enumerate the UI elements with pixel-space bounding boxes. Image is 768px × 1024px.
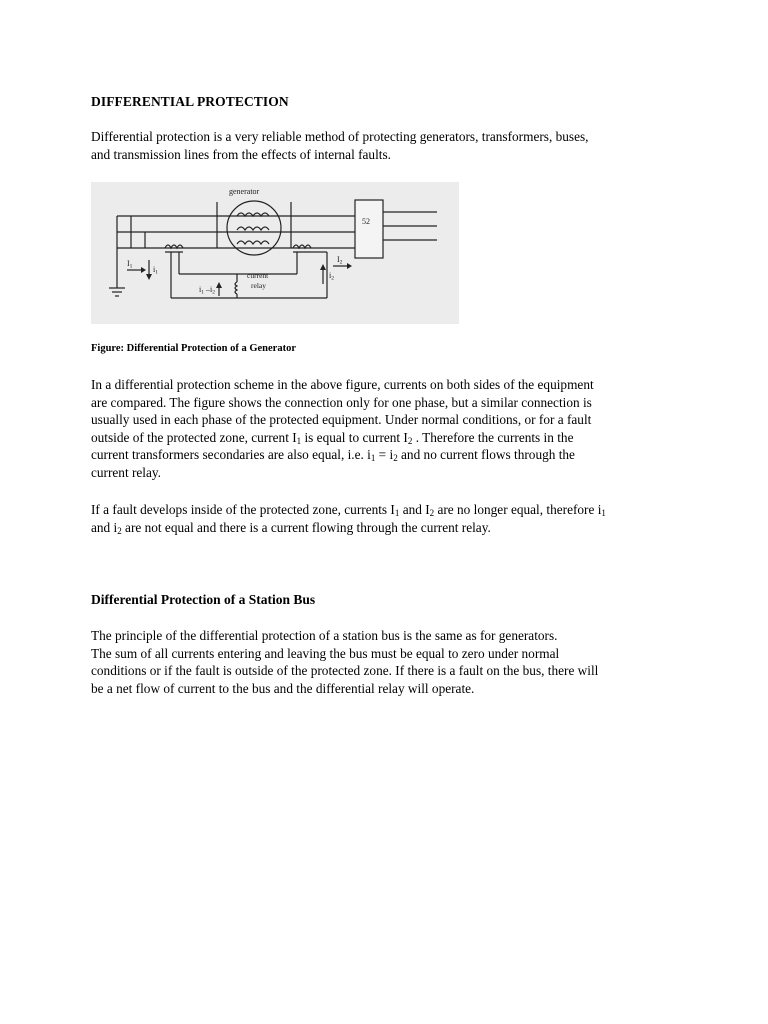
current-I1-label: I1 [127, 259, 133, 270]
scheme-line-4: outside of the protected zone, current $I_1$ is equal to current $I_2$ . Therefore the currents in the [91, 429, 574, 446]
scheme-line-2: are compared. The figure shows the connection only for one phase, but a similar connection is [91, 394, 592, 410]
generator-protection-figure [91, 182, 459, 324]
bus-line-3: conditions or if the fault is outside of the protected zone. If there is a fault on the bus, there will [91, 663, 599, 679]
bus-line-2: The sum of all currents entering and leaving the bus must be equal to zero under normal [91, 645, 560, 661]
scheme-line-6: current relay. [91, 464, 162, 480]
fault-line-2: and $i_2$ are not equal and there is a current flowing through the current relay. [91, 519, 491, 536]
bus-line-4: be a net flow of current to the bus and the differential relay will operate. [91, 680, 475, 696]
circuit-diagram [91, 182, 459, 324]
current-I2-label: I2 [337, 255, 343, 266]
section-heading: Differential Protection of a Station Bus [91, 592, 316, 607]
current-label: current [247, 271, 269, 280]
fault-paragraph [91, 501, 681, 536]
intro-line-1: Differential protection is a very reliable method of protecting generators, transformers, buses, [91, 129, 589, 144]
breaker-52-box [355, 200, 383, 258]
scheme-line-3: usually used in each phase of the protected equipment. Under normal conditions, or for a fault [91, 412, 592, 428]
scheme-paragraph [91, 376, 681, 482]
bus-line-1: The principle of the differential protection of a station bus is the same as for generators. [91, 628, 558, 643]
current-i1-label: i1 [153, 265, 158, 276]
fault-line-1: If a fault develops inside of the protected zone, currents $I_1$ and $I_2$ are no longer equal, therefore $i_1$ [91, 502, 606, 518]
page-title: DIFFERENTIAL PROTECTION [91, 94, 289, 109]
generator-label: generator [229, 187, 260, 196]
station-bus-paragraph [91, 627, 681, 697]
intro-line-2: and transmission lines from the effects of internal faults. [91, 146, 391, 162]
current-difference-label: i1 –i2 [199, 285, 215, 296]
intro-paragraph [91, 128, 681, 163]
current-i2-label: i2 [329, 271, 334, 282]
figure-caption: Figure: Differential Protection of a Generator [91, 343, 296, 354]
scheme-line-5: current transformers secondaries are also equal, i.e. $i_1 = i_2$ and no current flows through the [91, 447, 575, 464]
current-relay-coil [235, 282, 237, 294]
relay-label: relay [251, 281, 266, 290]
scheme-line-1: In a differential protection scheme in the above figure, currents on both sides of the equipment [91, 377, 594, 392]
breaker-label: 52 [362, 217, 370, 226]
